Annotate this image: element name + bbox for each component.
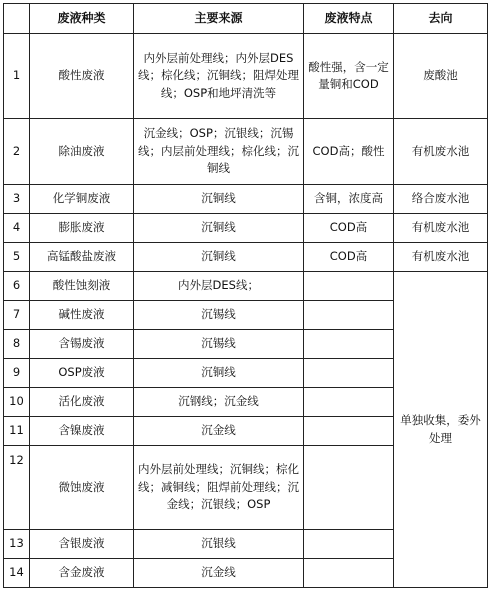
row-index: 14 (4, 559, 30, 588)
row-index: 13 (4, 530, 30, 559)
table-row (4, 119, 488, 185)
row-source: 沉铜线 (134, 359, 304, 388)
row-type: 微蚀废液 (30, 446, 134, 530)
row-destination: 废酸池 (394, 34, 488, 119)
table-row (4, 185, 488, 214)
row-index: 11 (4, 417, 30, 446)
row-type: 化学铜废液 (30, 185, 134, 214)
row-destination: 有机废水池 (394, 243, 488, 272)
row-source: 沉银线 (134, 530, 304, 559)
row-index: 6 (4, 272, 30, 301)
row-type: 酸性废液 (30, 34, 134, 119)
row-type: 膨胀废液 (30, 214, 134, 243)
table-row (4, 214, 488, 243)
row-source: 沉金线 (134, 417, 304, 446)
header-type: 废液种类 (30, 4, 134, 34)
row-source: 内外层前处理线；内外层DES线；棕化线；沉铜线；阻焊处理线；OSP和地坪清洗等 (134, 34, 304, 119)
row-index: 3 (4, 185, 30, 214)
row-type: 活化废液 (30, 388, 134, 417)
row-type: 含金废液 (30, 559, 134, 588)
row-source: 沉金线 (134, 559, 304, 588)
row-type: 含银废液 (30, 530, 134, 559)
header-destination: 去向 (394, 4, 488, 34)
row-feature (304, 359, 394, 388)
row-feature (304, 388, 394, 417)
row-index: 4 (4, 214, 30, 243)
row-source: 内外层DES线； (134, 272, 304, 301)
row-feature: 含铜，浓度高 (304, 185, 394, 214)
row-source: 沉锡线 (134, 330, 304, 359)
row-type: 酸性蚀刻液 (30, 272, 134, 301)
row-destination-merged: 单独收集，委外处理 (394, 272, 488, 588)
table-row (4, 34, 488, 119)
row-source: 沉钢线；沉金线 (134, 388, 304, 417)
row-index: 9 (4, 359, 30, 388)
row-destination: 有机废水池 (394, 119, 488, 185)
row-index: 5 (4, 243, 30, 272)
row-type: 含镍废液 (30, 417, 134, 446)
row-feature: 酸性强，含一定量铜和COD (304, 34, 394, 119)
row-index: 7 (4, 301, 30, 330)
row-feature (304, 446, 394, 530)
row-feature (304, 417, 394, 446)
row-type: 碱性废液 (30, 301, 134, 330)
header-feature: 废液特点 (304, 4, 394, 34)
row-feature (304, 272, 394, 301)
row-index: 2 (4, 119, 30, 185)
row-type: 高锰酸盐废液 (30, 243, 134, 272)
row-feature: COD高 (304, 214, 394, 243)
row-type: 除油废液 (30, 119, 134, 185)
row-source: 沉金线；OSP；沉银线；沉锡线；内层前处理线；棕化线；沉铜线 (134, 119, 304, 185)
row-feature (304, 301, 394, 330)
row-source: 沉铜线 (134, 185, 304, 214)
header-source: 主要来源 (134, 4, 304, 34)
row-source: 沉铜线 (134, 243, 304, 272)
waste-liquid-table (3, 3, 488, 588)
row-feature (304, 330, 394, 359)
row-index: 12 (4, 446, 30, 530)
row-source: 沉铜线 (134, 214, 304, 243)
row-destination: 有机废水池 (394, 214, 488, 243)
row-index: 10 (4, 388, 30, 417)
row-index: 8 (4, 330, 30, 359)
row-type: 含锡废液 (30, 330, 134, 359)
row-type: OSP废液 (30, 359, 134, 388)
table-row (4, 272, 488, 301)
row-feature (304, 530, 394, 559)
row-feature: COD高；酸性 (304, 119, 394, 185)
row-source: 沉锡线 (134, 301, 304, 330)
row-source: 内外层前处理线；沉铜线；棕化线；减铜线；阻焊前处理线；沉金线；沉银线；OSP (134, 446, 304, 530)
table-row (4, 243, 488, 272)
table-header-row (4, 4, 488, 34)
row-destination: 络合废水池 (394, 185, 488, 214)
header-index (4, 4, 30, 34)
row-feature: COD高 (304, 243, 394, 272)
row-feature (304, 559, 394, 588)
row-index: 1 (4, 34, 30, 119)
